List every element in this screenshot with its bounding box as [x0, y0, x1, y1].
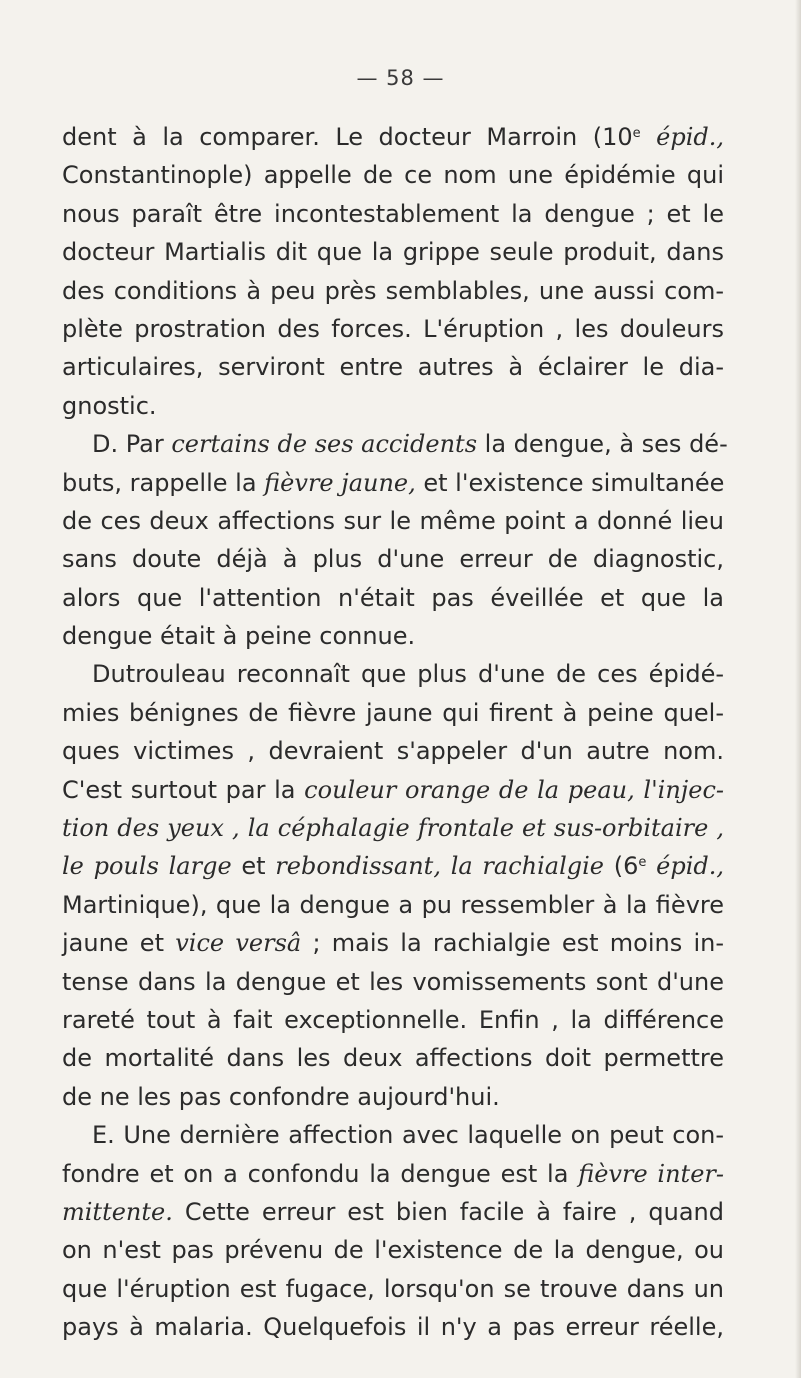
- italic-text: épid.,: [656, 123, 724, 151]
- superscript: e: [632, 126, 641, 141]
- text-line: [62, 1270, 724, 1308]
- text-line: [62, 1308, 724, 1346]
- text-line: [62, 464, 724, 502]
- text-line: [62, 348, 724, 386]
- text-line: [62, 272, 724, 310]
- text-run: Martinique), que la dengue a pu ressembler à la fièvre: [62, 890, 724, 919]
- text-line: [62, 963, 724, 1001]
- italic-text: vice versâ: [175, 929, 302, 958]
- text-line: [62, 1231, 724, 1269]
- text-run: on n'est pas prévenu de l'existence de la dengue, ou: [62, 1236, 724, 1265]
- text-line: [62, 694, 724, 732]
- text-run: rareté tout à fait exceptionnelle. Enfin , la différence: [62, 1005, 724, 1034]
- text-run: plète prostration des forces. L'éruption , les douleurs: [62, 314, 724, 343]
- italic-text: tion des yeux , la céphalagie frontale et sus-orbitaire ,: [62, 814, 724, 843]
- italic-text: rebondissant, la rachialgie: [275, 852, 604, 881]
- text-run: ques victimes , devraient s'appeler d'un autre nom.: [62, 737, 724, 766]
- text-line: [62, 195, 724, 233]
- body-text: [62, 118, 728, 1347]
- text-line: [62, 771, 724, 809]
- text-run: la dengue, à ses dé-: [477, 430, 728, 459]
- text-line: [62, 886, 724, 924]
- text-line: [62, 233, 724, 271]
- italic-text: fièvre jaune,: [264, 468, 416, 497]
- text-line: [62, 118, 724, 156]
- text-run: alors que l'attention n'était pas éveillée et que la: [62, 583, 724, 612]
- text-line: [62, 540, 724, 578]
- text-line: [62, 1193, 724, 1231]
- text-line: [62, 732, 724, 770]
- text-run: (6: [604, 852, 639, 881]
- text-run: ; mais la rachialgie est moins in-: [301, 929, 724, 958]
- text-run: buts, rappelle la: [62, 468, 265, 497]
- text-line: [62, 1155, 724, 1193]
- text-line: [62, 387, 724, 425]
- page-number: — 58 —: [356, 66, 445, 90]
- text-run: [641, 123, 657, 151]
- text-run: E. Une dernière affection avec laquelle on peut con-: [92, 1121, 724, 1150]
- text-run: Dutrouleau reconnaît que plus d'une de ces épidé-: [92, 660, 724, 689]
- text-run: articulaires, serviront entre autres à éclairer le dia-: [62, 353, 724, 382]
- italic-text: épid.,: [656, 852, 724, 881]
- text-run: et l'existence simultanée: [415, 468, 725, 497]
- italic-text: mittente.: [62, 1197, 173, 1226]
- text-run: de ne les pas confondre aujourd'hui.: [62, 1082, 500, 1111]
- text-run: Cette erreur est bien facile à faire , quand: [172, 1197, 724, 1226]
- text-line: [62, 310, 724, 348]
- text-run: Constantinople) appelle de ce nom une épidémie qui: [62, 161, 724, 190]
- italic-text: fièvre inter-: [578, 1159, 724, 1188]
- text-line: [62, 1078, 724, 1116]
- text-run: jaune et: [62, 929, 176, 958]
- text-run: pays à malaria. Quelquefois il n'y a pas erreur réelle,: [62, 1313, 724, 1342]
- text-run: gnostic.: [62, 391, 157, 420]
- text-run: [646, 852, 656, 880]
- text-line: [62, 924, 724, 962]
- italic-text: le pouls large: [62, 852, 232, 881]
- text-run: tense dans la dengue et les vomissements sont d'une: [62, 967, 724, 996]
- text-run: docteur Martialis dit que la grippe seule produit, dans: [62, 238, 724, 267]
- text-run: mies bénignes de fièvre jaune qui firent à peine quel-: [62, 698, 724, 727]
- text-run: de ces deux affections sur le même point a donné lieu: [62, 506, 724, 535]
- text-run: fondre et on a confondu la dengue est la: [62, 1159, 579, 1188]
- text-run: et: [231, 852, 276, 881]
- text-run: des conditions à peu près semblables, une aussi com-: [62, 276, 724, 305]
- text-run: que l'éruption est fugace, lorsqu'on se trouve dans un: [62, 1274, 724, 1303]
- text-line: [62, 617, 724, 655]
- italic-text: couleur orange de la peau, l'injec-: [304, 775, 725, 804]
- text-line: [62, 156, 724, 194]
- text-line: [62, 655, 724, 693]
- text-run: dengue était à peine connue.: [62, 622, 416, 651]
- text-line: [62, 502, 724, 540]
- text-line: [62, 847, 724, 885]
- superscript: e: [638, 855, 647, 871]
- text-line: [62, 809, 724, 847]
- text-run: nous paraît être incontestablement la dengue ; et le: [62, 199, 724, 228]
- page-edge-shadow: [795, 0, 801, 1378]
- text-run: dent à la comparer. Le docteur Marroin (10: [62, 123, 633, 151]
- text-run: sans doute déjà à plus d'une erreur de diagnostic,: [62, 545, 724, 574]
- text-line: [62, 579, 724, 617]
- text-run: C'est surtout par la: [62, 775, 305, 804]
- text-line: [62, 425, 728, 463]
- text-line: [62, 1039, 724, 1077]
- text-run: de mortalité dans les deux affections doit permettre: [62, 1044, 724, 1073]
- text-run: D. Par: [92, 430, 172, 459]
- italic-text: certains de ses accidents: [171, 430, 478, 459]
- text-line: [62, 1001, 724, 1039]
- text-line: [62, 1116, 724, 1154]
